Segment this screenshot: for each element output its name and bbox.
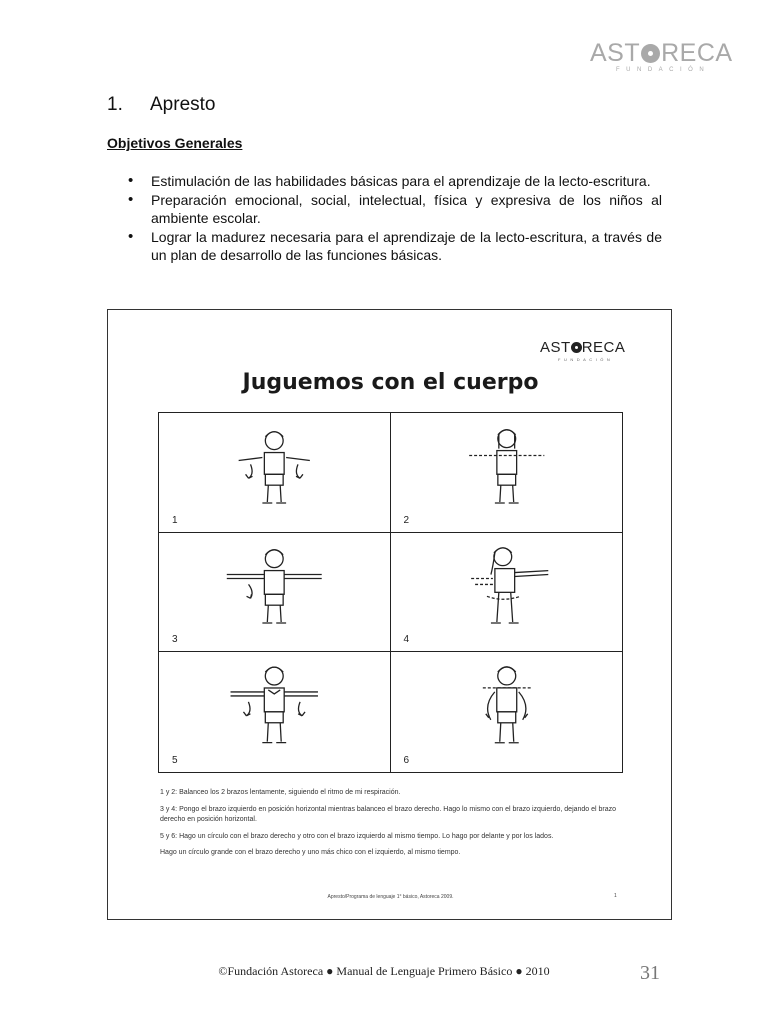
figure-page-number: 1 (614, 893, 617, 899)
worksheet-figure (107, 309, 672, 920)
figure-footer: Apresto/Programa de lenguaje 1° básico, Astoreca 2009. (327, 894, 454, 900)
exercise-panel (391, 413, 623, 533)
exercise-panel (159, 413, 391, 533)
panel-number: 2 (403, 514, 410, 526)
child-horizontal-arms-illustration (159, 533, 390, 652)
section-number: 1. (107, 94, 123, 115)
objective-item: • Estimulación de las habilidades básicas para el aprendizaje de la lecto-escritura. (128, 172, 662, 190)
figure-logo (540, 339, 625, 362)
panel-number: 1 (172, 514, 178, 526)
objective-item: • Preparación emocional, social, intelectual, física y expresiva de los niños al ambiente escolar. (128, 191, 662, 227)
figure-logo-word-right: RECA (581, 339, 626, 356)
exercise-panel (159, 652, 391, 772)
child-arms-circles-illustration (159, 652, 390, 772)
figure-logo-subtitle: FUNDACIÓN (558, 357, 614, 362)
figure-title: Juguemos con el cuerpo (242, 370, 539, 395)
objectives-heading: Objetivos Generales (107, 135, 243, 151)
objective-item: • Lograr la madurez necesaria para el aprendizaje de la lecto-escritura, a través de un plan de desarrollo de las funciones básicas. (128, 228, 662, 264)
objectives-list (128, 172, 662, 265)
instruction-line: Hago un círculo grande con el brazo derecho y uno más chico con el izquierdo, al mismo tiempo. (160, 849, 461, 856)
child-arms-out-illustration (159, 413, 390, 532)
exercise-instructions (160, 788, 630, 865)
panel-number: 5 (172, 754, 178, 766)
figure-logo-circle-icon (571, 342, 582, 353)
instruction-line: 1 y 2: Balanceo los 2 brazos lentamente, siguiendo el ritmo de mi respiración. (160, 789, 401, 796)
child-side-view-illustration (391, 413, 623, 532)
instruction-line: 3 y 4: Pongo el brazo izquierdo en posición horizontal mientras balanceo el brazo derecho. Hago lo mismo con el brazo izquierdo, dejando el brazo derecho en posición horizontal. (160, 805, 617, 823)
child-swinging-arms-illustration (391, 533, 623, 652)
exercise-panel (159, 533, 391, 653)
logo-word-right: RECA (661, 39, 733, 67)
logo-subtitle: FUNDACIÓN (616, 67, 711, 73)
page-footer: ©Fundación Astoreca ● Manual de Lenguaje Primero Básico ● 2010 (218, 964, 550, 978)
exercise-panel (391, 533, 623, 653)
page-number: 31 (640, 962, 660, 984)
astoreca-logo (590, 39, 733, 76)
child-arm-circles-side-illustration (391, 652, 623, 772)
section-title (107, 94, 215, 116)
logo-circle-icon (641, 44, 660, 63)
panel-number: 4 (403, 634, 410, 646)
panel-number: 3 (172, 634, 178, 646)
section-title-text: Apresto (150, 94, 216, 115)
figure-logo-word-left: AST (540, 339, 571, 356)
instruction-line: 5 y 6: Hago un círculo con el brazo derecho y otro con el brazo izquierdo al mismo tiempo. Lo hago por delante y por los lados. (160, 832, 554, 840)
exercise-panel (391, 652, 623, 772)
logo-word-left: AST (590, 39, 641, 67)
exercise-grid (158, 412, 623, 773)
panel-number: 6 (403, 754, 410, 766)
